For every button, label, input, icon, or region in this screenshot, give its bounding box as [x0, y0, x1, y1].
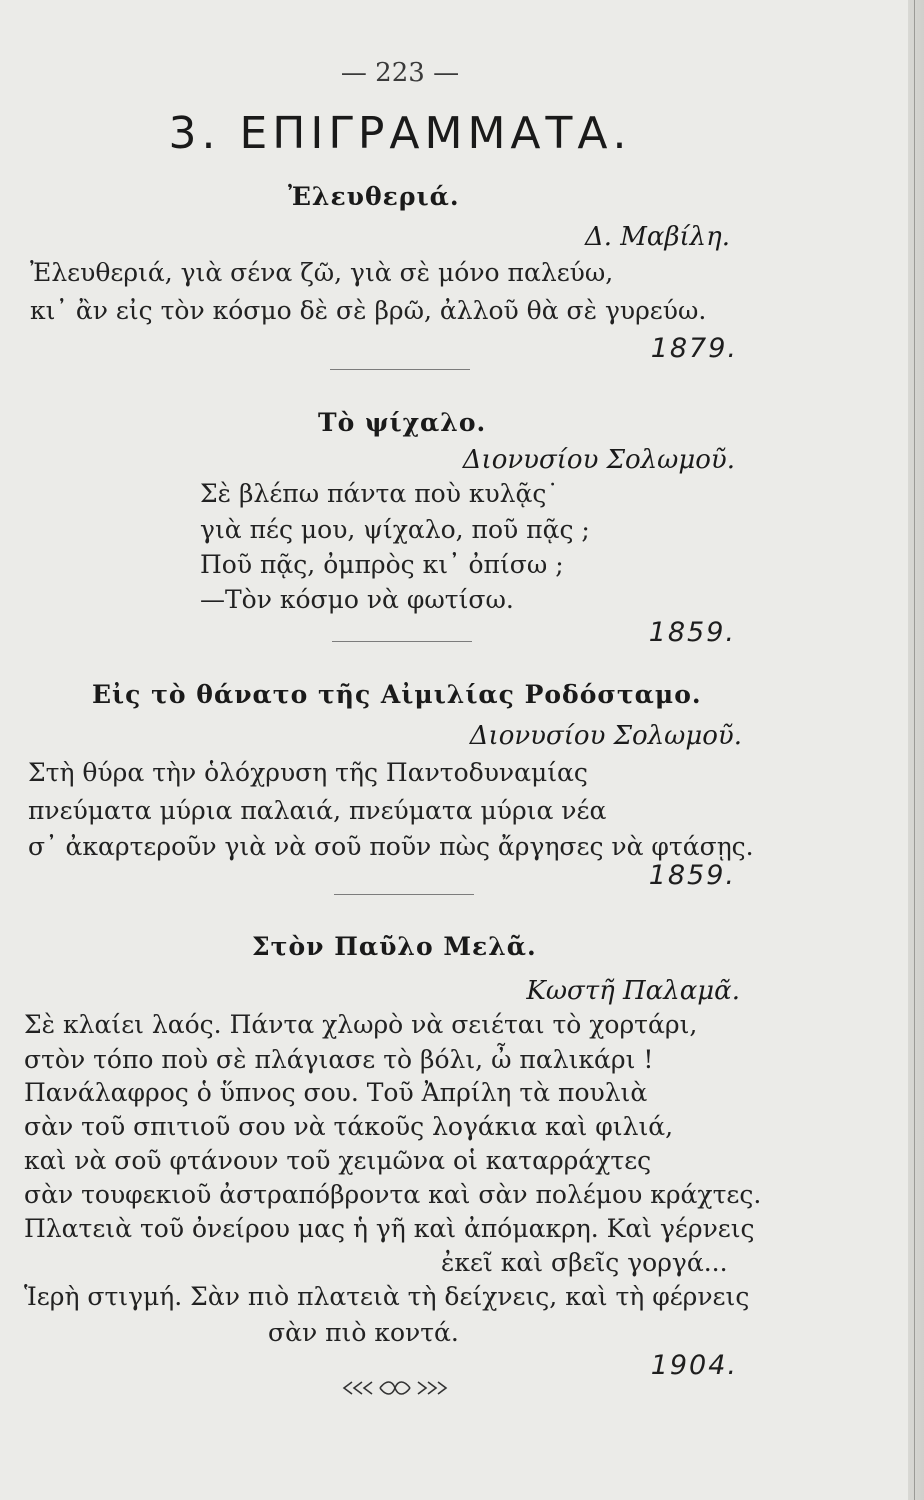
- poem-title: Τὸ ψίχαλο.: [318, 408, 487, 437]
- verse-line: Στὴ θύρα τὴν ὁλόχρυση τῆς Παντοδυναμίας: [28, 758, 588, 787]
- verse-line: Πανάλαφρος ὁ ὕπνος σου. Τοῦ Ἀπρίλη τὰ πουλιὰ: [24, 1078, 648, 1107]
- verse-line: σ᾽ ἀκαρτεροῦν γιὰ νὰ σοῦ ποῦν πὼς ἄργησες νὰ φτάσῃς.: [28, 832, 754, 861]
- verse-line: καὶ νὰ σοῦ φτάνουν τοῦ χειμῶνα οἱ καταρράχτες: [24, 1146, 652, 1175]
- verse-line: σὰν πιὸ κοντά.: [268, 1318, 459, 1347]
- verse-line: Σὲ βλέπω πάντα ποὺ κυλᾷς˙: [200, 479, 559, 508]
- end-ornament-icon: [340, 1378, 450, 1398]
- verse-line: στὸν τόπο ποὺ σὲ πλάγιασε τὸ βόλι, ὦ παλικάρι !: [24, 1045, 654, 1074]
- verse-line: σὰν τουφεκιοῦ ἀστραπόβροντα καὶ σὰν πολέμου κράχτες.: [24, 1180, 762, 1209]
- verse-line: σὰν τοῦ σπιτιοῦ σου νὰ τάκοῦς λογάκια καὶ φιλιά,: [24, 1112, 674, 1141]
- verse-line: Ἱερὴ στιγμή. Σὰν πιὸ πλατειὰ τὴ δείχνεις, καὶ τὴ φέρνεις: [24, 1282, 750, 1311]
- poem-year: 1859.: [648, 860, 736, 891]
- verse-line: γιὰ πές μου, ψίχαλο, ποῦ πᾷς ;: [200, 515, 590, 544]
- verse-line: Πλατειὰ τοῦ ὀνείρου μας ἡ γῆ καὶ ἀπόμακρη. Καὶ γέρνεις: [24, 1214, 755, 1243]
- poem-author: Διονυσίου Σολωμοῦ.: [462, 445, 735, 475]
- poem-title: Ἐλευθεριά.: [288, 182, 460, 211]
- page-edge: [908, 0, 924, 1500]
- poem-title: Στὸν Παῦλο Μελᾶ.: [252, 932, 537, 961]
- poem-year: 1904.: [650, 1350, 738, 1381]
- poem-year: 1879.: [650, 333, 738, 364]
- section-divider: [334, 894, 474, 895]
- section-divider: [332, 641, 472, 642]
- verse-line: —Τὸν κόσμο νὰ φωτίσω.: [200, 585, 514, 614]
- poem-title: Εἰς τὸ θάνατο τῆς Αἰμιλίας Ροδόσταμο.: [92, 680, 702, 709]
- verse-line: Ποῦ πᾷς, ὀμπρὸς κι᾽ ὀπίσω ;: [200, 550, 564, 579]
- section-divider: [330, 369, 470, 370]
- page-number: — 223 —: [340, 58, 460, 88]
- poem-author: Διονυσίου Σολωμοῦ.: [469, 721, 742, 751]
- verse-line: ἐκεῖ καὶ σβεῖς γοργά...: [441, 1248, 728, 1277]
- verse-line: Σὲ κλαίει λαός. Πάντα χλωρὸ νὰ σειέται τὸ χορτάρι,: [24, 1010, 698, 1039]
- poem-year: 1859.: [648, 617, 736, 648]
- poem-author: Δ. Μαβίλη.: [584, 222, 730, 252]
- verse-line: κι᾽ ἂν εἰς τὸν κόσμο δὲ σὲ βρῶ, ἀλλοῦ θὰ σὲ γυρεύω.: [30, 296, 707, 325]
- poem-author: Κωστῆ Παλαμᾶ.: [526, 976, 740, 1006]
- verse-line: πνεύματα μύρια παλαιά, πνεύματα μύρια νέα: [28, 796, 607, 825]
- section-title: 3. ΕΠΙΓΡΑΜΜΑΤΑ.: [168, 108, 632, 159]
- verse-line: Ἐλευθεριά, γιὰ σένα ζῶ, γιὰ σὲ μόνο παλεύω,: [30, 258, 614, 287]
